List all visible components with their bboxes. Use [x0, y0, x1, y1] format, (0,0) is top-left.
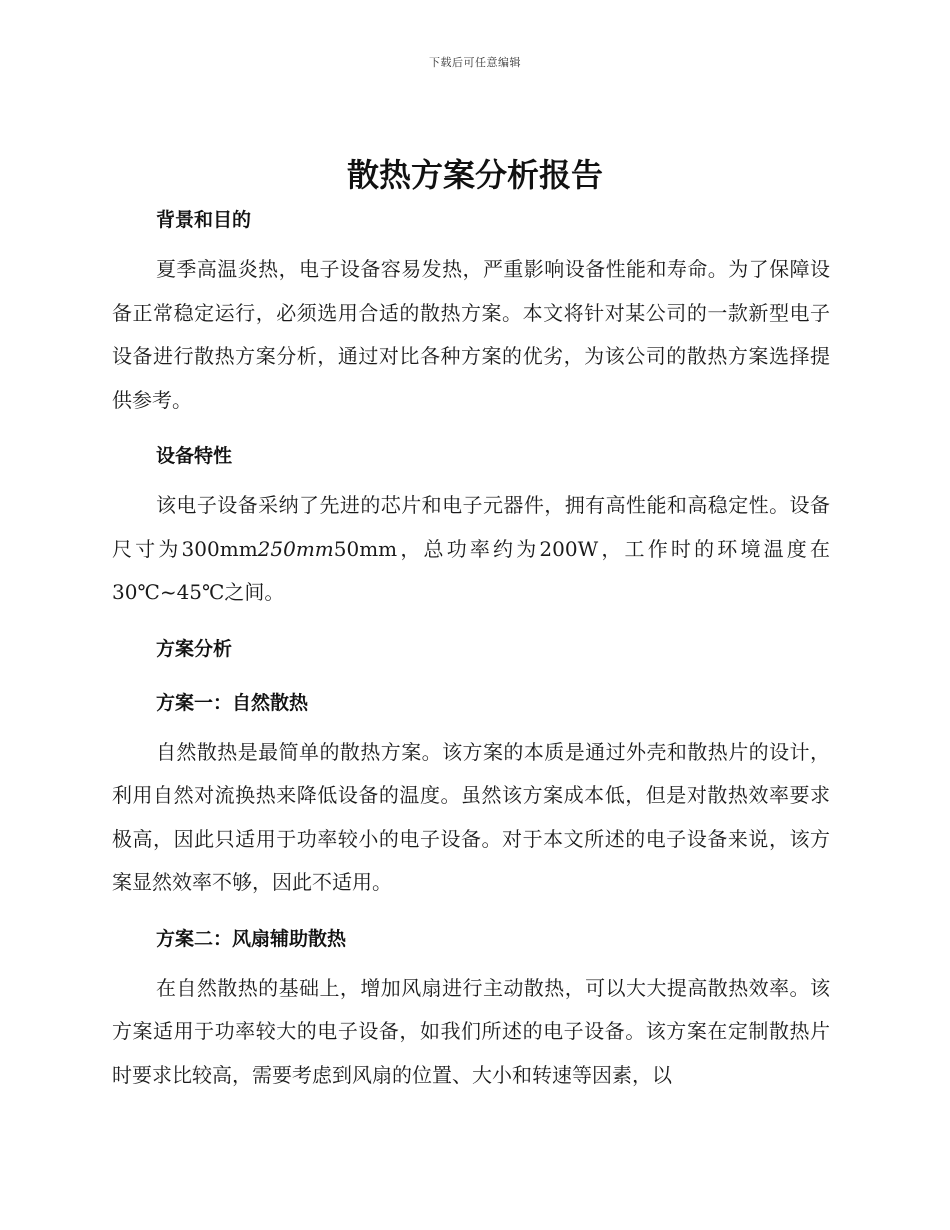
paragraph-device-text-2: 50mm，总功率约为200W，工作时的环境温度在30℃~45℃之间。: [112, 536, 830, 604]
paragraph-background: 夏季高温炎热，电子设备容易发热，严重影响设备性能和寿命。为了保障设备正常稳定运行，必须选用合适的散热方案。本文将针对某公司的一款新型电子设备进行散热方案分析，通过对比各种方案的优劣，为该公司的散热方案选择提供参考。: [112, 257, 830, 412]
paragraph-plan-one: 自然散热是最简单的散热方案。该方案的本质是通过外壳和散热片的设计，利用自然对流换热来降低设备的温度。虽然该方案成本低，但是对散热效率要求极高，因此只适用于功率较小的电子设备。对于本文所述的电子设备来说，该方案显然效率不够，因此不适用。: [112, 739, 830, 894]
section-heading-plan-two: 方案二：风扇辅助散热: [156, 927, 347, 950]
paragraph-device-text-1: 该电子设备采纳了先进的芯片和电子元器件，拥有高性能和高稳定性。设备尺寸为300mm: [112, 493, 830, 561]
section-heading-plan-one: 方案一：自然散热: [156, 691, 309, 714]
paragraph-device-italic: 250mm: [257, 536, 334, 561]
document-title: 散热方案分析报告: [346, 156, 603, 194]
section-heading-analysis: 方案分析: [156, 637, 233, 660]
section-heading-background: 背景和目的: [156, 209, 252, 231]
paragraph-plan-two: 在自然散热的基础上，增加风扇进行主动散热，可以大大提高散热效率。该方案适用于功率较大的电子设备，如我们所述的电子设备。该方案在定制散热片时要求比较高，需要考虑到风扇的位置、大小和转速等因素，以: [112, 975, 830, 1087]
document-body: [112, 200, 830, 1097]
section-heading-device: 设备特性: [156, 445, 233, 467]
header-note: 下载后可任意编辑: [429, 56, 521, 69]
paragraph-device: [112, 484, 830, 615]
